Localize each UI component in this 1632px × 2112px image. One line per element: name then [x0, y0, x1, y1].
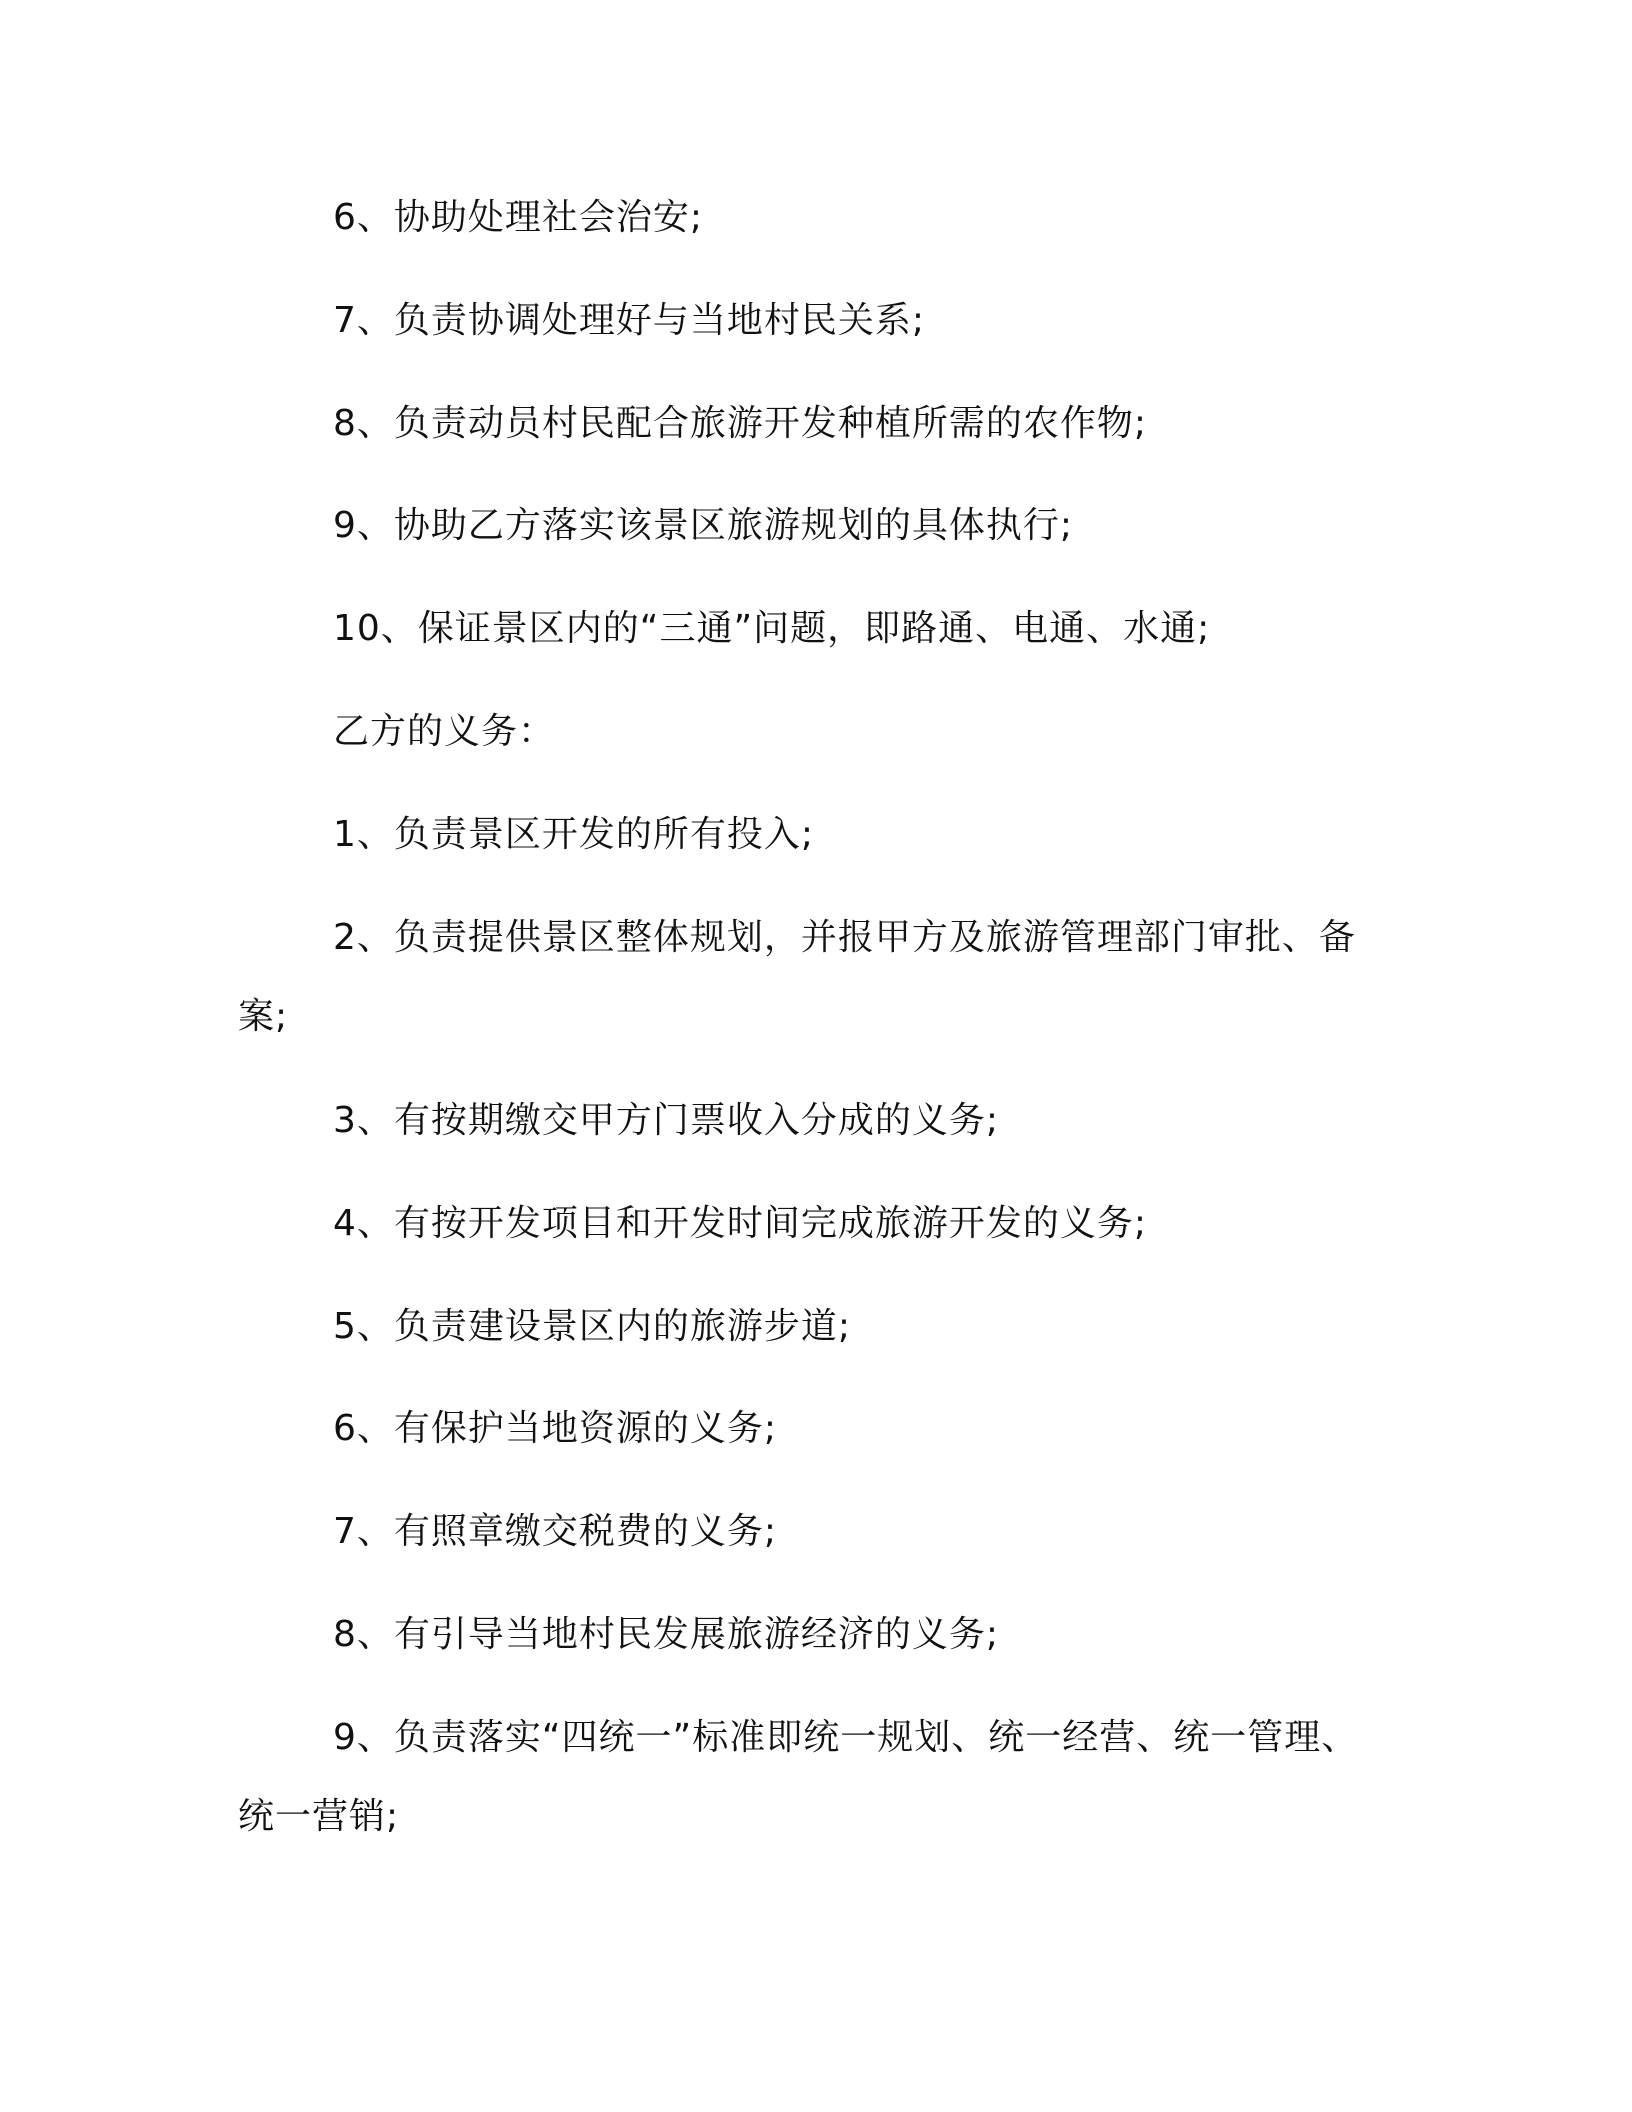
paragraph-party-b-duty-5: 5、负责建设景区内的旅游步道; [333, 1306, 852, 1347]
paragraph-party-b-duty-4: 4、有按开发项目和开发时间完成旅游开发的义务; [333, 1203, 1148, 1244]
section-heading-party-b-obligations: 乙方的义务： [333, 711, 556, 752]
paragraph-party-b-duty-7: 7、有照章缴交税费的义务; [333, 1511, 778, 1552]
paragraph-party-a-duty-9: 9、协助乙方落实该景区旅游规划的具体执行; [333, 505, 1074, 546]
paragraph-party-b-duty-1: 1、负责景区开发的所有投入; [333, 814, 815, 855]
paragraph-party-a-duty-6: 6、协助处理社会治安; [333, 197, 704, 238]
paragraph-party-b-duty-2-line-2: 案; [238, 996, 289, 1037]
paragraph-party-b-duty-3: 3、有按期缴交甲方门票收入分成的义务; [333, 1100, 1000, 1141]
paragraph-party-a-duty-7: 7、负责协调处理好与当地村民关系; [333, 300, 926, 341]
paragraph-party-b-duty-9-line-1: 9、负责落实“四统一”标准即统一规划、统一经营、统一管理、 [333, 1717, 1359, 1758]
paragraph-party-a-duty-8: 8、负责动员村民配合旅游开发种植所需的农作物; [333, 403, 1148, 444]
paragraph-party-b-duty-9-line-2: 统一营销; [238, 1796, 400, 1837]
paragraph-party-b-duty-6: 6、有保护当地资源的义务; [333, 1408, 778, 1449]
paragraph-party-a-duty-10: 10、保证景区内的“三通”问题，即路通、电通、水通; [333, 608, 1211, 649]
paragraph-party-b-duty-8: 8、有引导当地村民发展旅游经济的义务; [333, 1614, 1000, 1655]
paragraph-party-b-duty-2-line-1: 2、负责提供景区整体规划，并报甲方及旅游管理部门审批、备 [333, 917, 1356, 958]
